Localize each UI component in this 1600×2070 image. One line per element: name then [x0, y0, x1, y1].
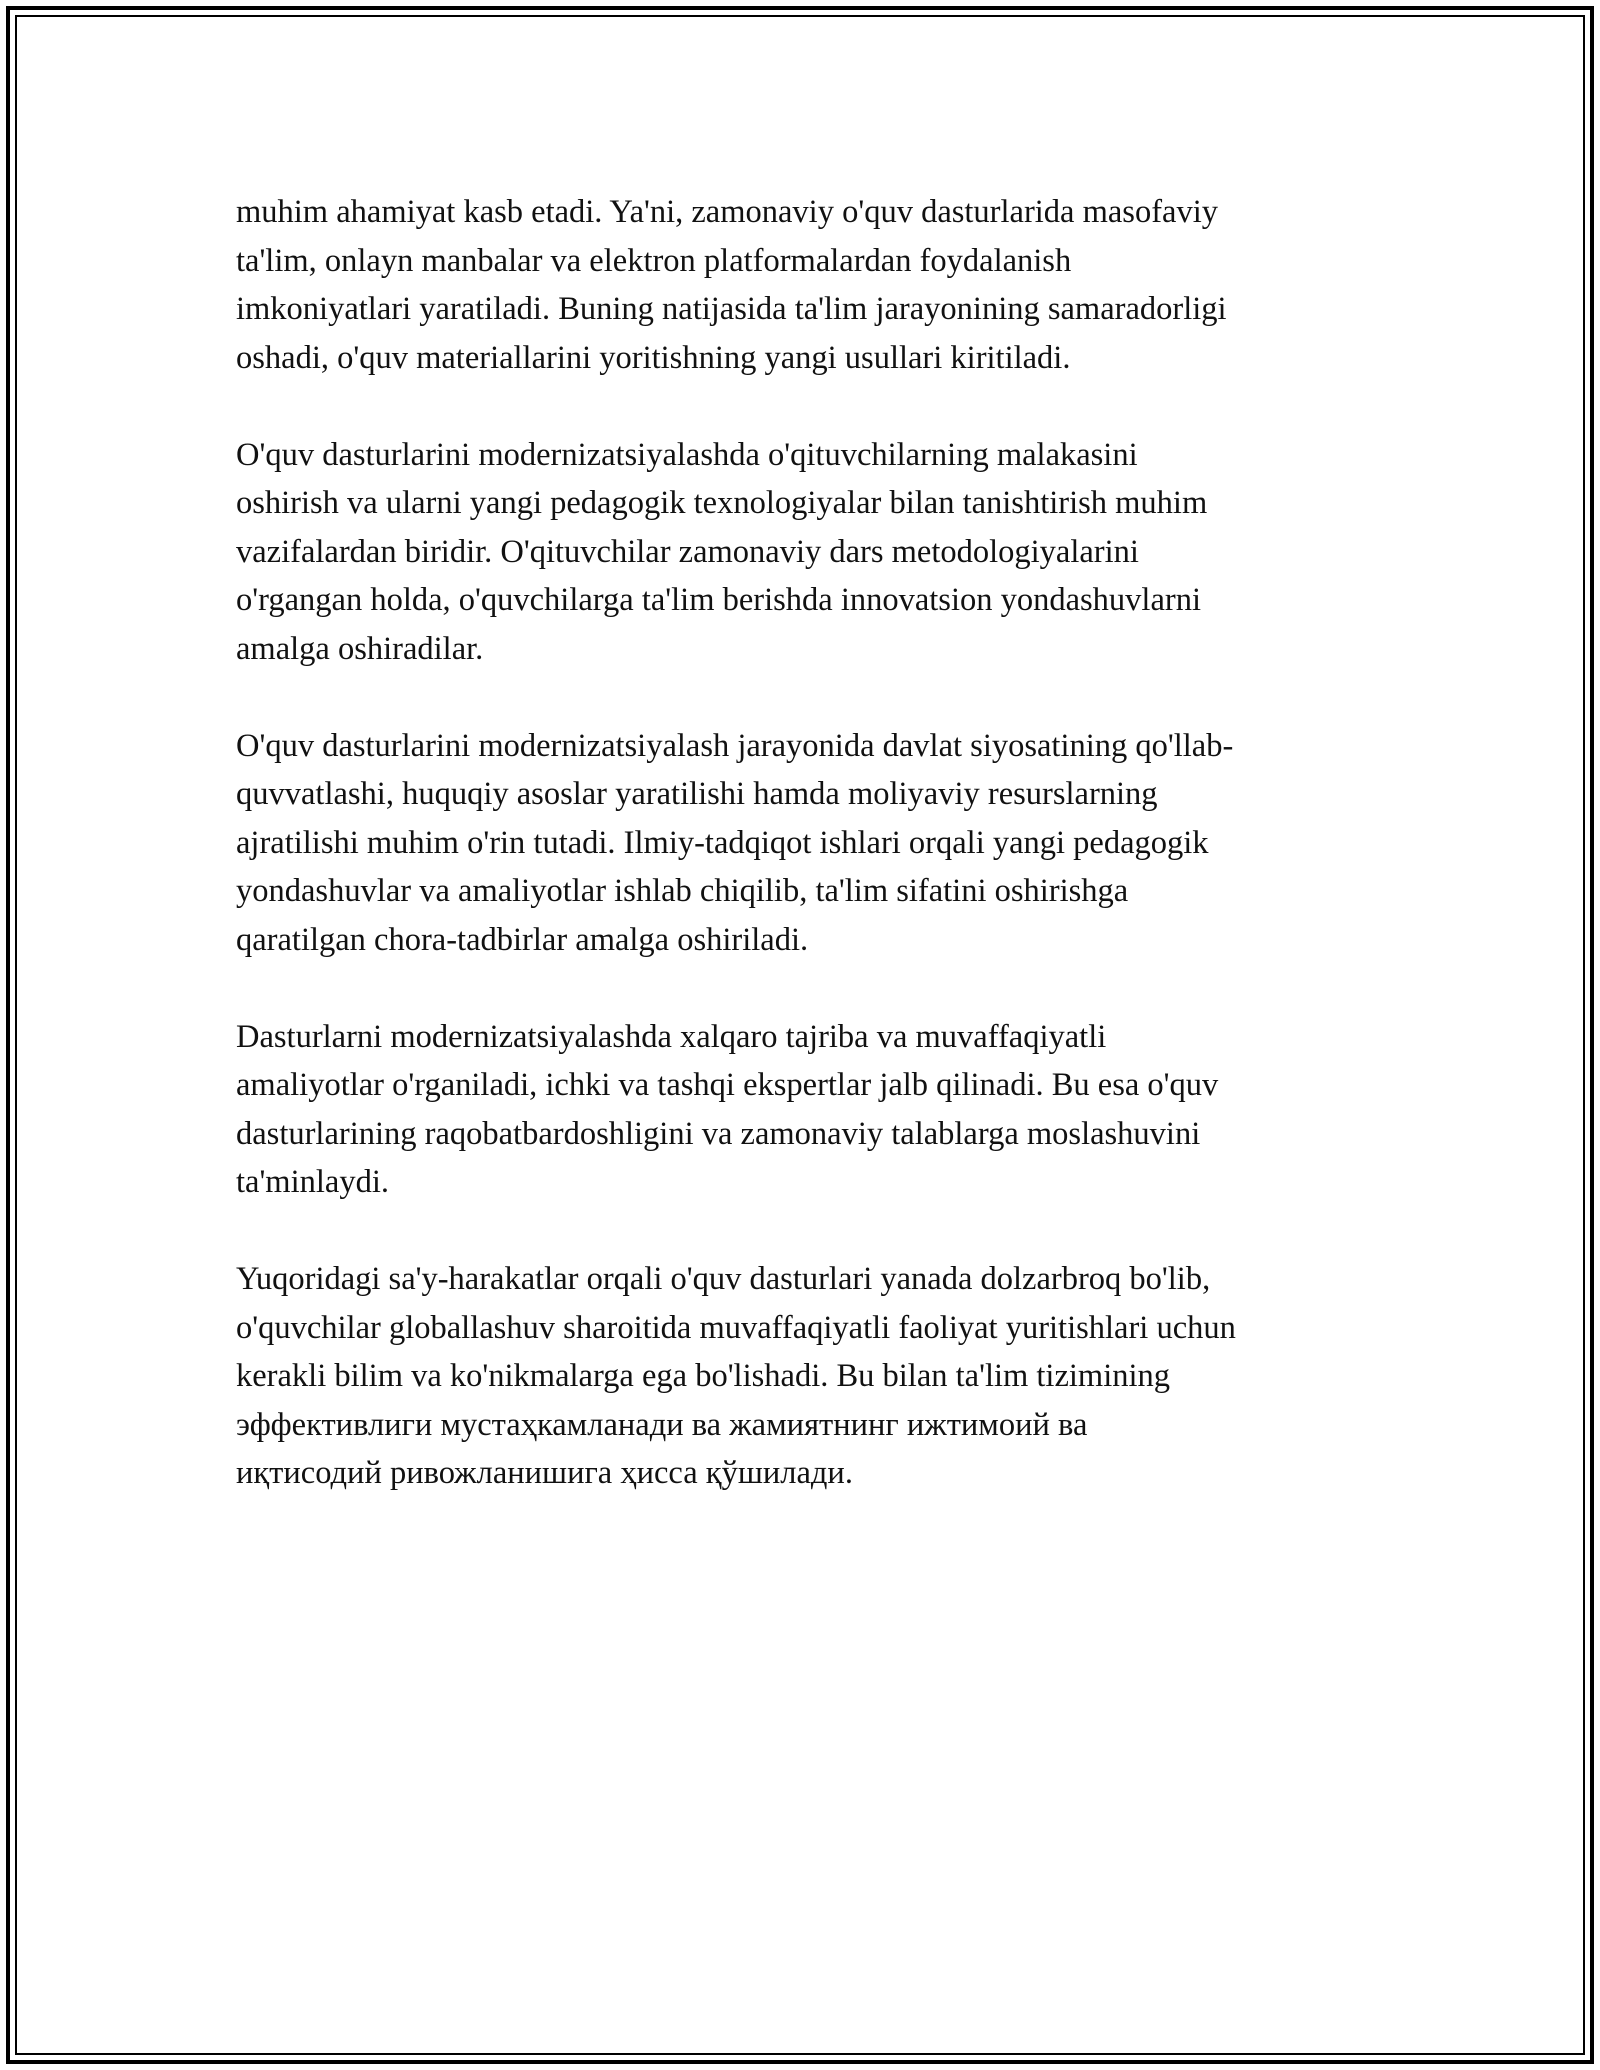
text-line: quvvatlashi, huquqiy asoslar yaratilishi hamda moliyaviy resurslarning — [236, 776, 1158, 812]
text-line: dasturlarining raqobatbardoshligini va zamonaviy talablarga moslashuvini — [236, 1115, 1201, 1152]
text-line: o'rgangan holda, o'quvchilarga ta'lim berishda innovatsion yondashuvlarni — [236, 582, 1201, 618]
paragraph-4 — [236, 1013, 1370, 1207]
text-line: O'quv dasturlarini modernizatsiyalash jarayonida davlat siyosatining qo'llab- — [236, 727, 1234, 764]
text-line: imkoniyatlari yaratiladi. Buning natijasida ta'lim jarayonining samaradorligi — [236, 291, 1227, 327]
text-line: ta'lim, onlayn manbalar va elektron platformalardan foydalanish — [236, 242, 1072, 279]
text-line: Dasturlarni modernizatsiyalashda xalqaro tajriba va muvaffaqiyatli — [236, 1018, 1107, 1055]
text-line: иқтисодий ривожланишига ҳисса қўшилади. — [236, 1455, 853, 1491]
text-line: vazifalardan biridir. O'qituvchilar zamonaviy dars metodologiyalarini — [236, 533, 1139, 570]
text-line: amaliyotlar o'rganiladi, ichki va tashqi ekspertlar jalb qilinadi. Bu esa o'quv — [236, 1067, 1219, 1103]
text-line: kerakli bilim va ko'nikmalarga ega bo'lishadi. Bu bilan ta'lim tizimining — [236, 1358, 1171, 1394]
text-line: oshirish va ularni yangi pedagogik texnologiyalar bilan tanishtirish muhim — [236, 485, 1208, 521]
text-line: muhim ahamiyat kasb etadi. Ya'ni, zamonaviy o'quv dasturlarida masofaviy — [236, 194, 1218, 230]
text-line: qaratilgan chora-tadbirlar amalga oshiriladi. — [236, 921, 809, 958]
text-line: Yuqoridagi sa'y-harakatlar orqali o'quv dasturlari yanada dolzarbroq bo'lib, — [236, 1261, 1211, 1297]
text-line: yondashuvlar va amaliyotlar ishlab chiqilib, ta'lim sifatini oshirishga — [236, 873, 1129, 909]
paragraph-1 — [236, 188, 1370, 382]
text-line: O'quv dasturlarini modernizatsiyalashda o'qituvchilarning malakasini — [236, 436, 1138, 473]
paragraph-3 — [236, 722, 1370, 965]
text-line: amalga oshiradilar. — [236, 630, 484, 667]
text-line: ajratilishi muhim o'rin tutadi. Ilmiy-tadqiqot ishlari orqali yangi pedagogik — [236, 824, 1209, 861]
text-line: эффективлиги мустаҳкамланади ва жамиятнинг ижтимоий ва — [236, 1406, 1088, 1443]
paragraph-2 — [236, 431, 1370, 674]
text-line: ta'minlaydi. — [236, 1164, 389, 1200]
document-body — [236, 188, 1370, 1546]
text-line: o'quvchilar globallashuv sharoitida muvaffaqiyatli faoliyat yuritishlari uchun — [236, 1309, 1236, 1346]
text-line: oshadi, o'quv materiallarini yoritishning yangi usullari kiritiladi. — [236, 339, 1071, 376]
paragraph-5 — [236, 1255, 1370, 1498]
